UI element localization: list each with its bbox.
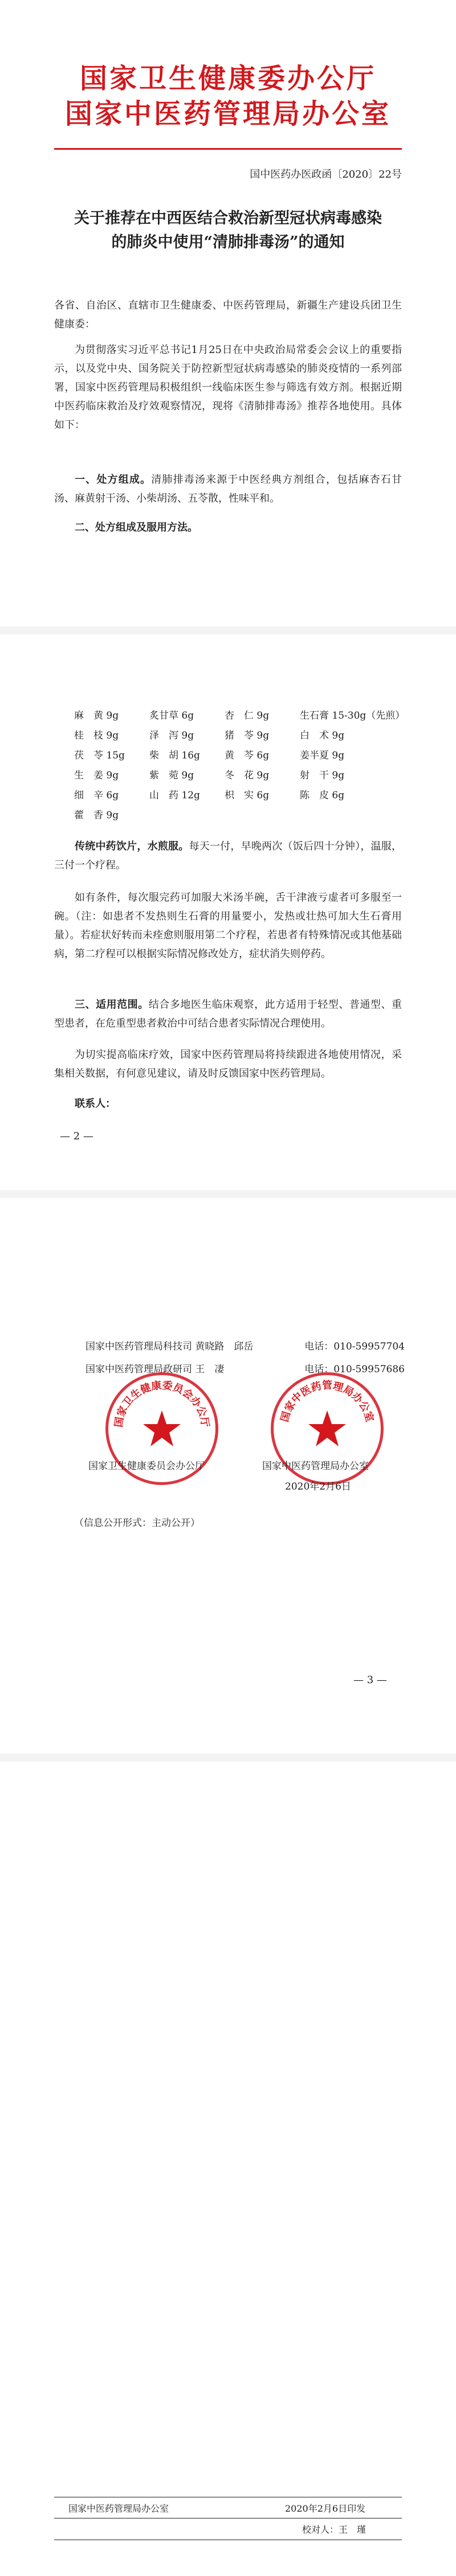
herb-item: 山 药 12g [149, 790, 200, 801]
contact-line [85, 1338, 405, 1352]
herb-item: 冬 花 9g [225, 770, 270, 781]
herb-item: 泽 泻 9g [149, 730, 194, 741]
issuer-line-1: 国家卫生健康委办公厅 [79, 63, 376, 95]
contact-label: 联系人： [75, 1098, 116, 1110]
usage-paragraph-2: 如有条件，每次服完药可加服大米汤半碗，舌干津液亏虚者可多服至一碗。（注：如患者不发热则生石膏的用量要小，发热或壮热可加大生石膏用量）。若症状好转而未痊愈则服用第二个疗程，若患者有特殊情况或其他基础病，第二疗程可以根据实际情况修改处方，症状消失则停药。 [54, 892, 402, 960]
herb-item: 炙甘草 6g [149, 710, 194, 721]
signing-date: 2020年2月6日 [285, 1481, 351, 1492]
herb-item: 藿 香 9g [74, 810, 119, 821]
closing-paragraph: 为切实提高临床疗效，国家中医药管理局将持续跟进各地使用情况，采集相关数据，有何意见建议，请及时反馈国家中医药管理局。 [54, 1049, 402, 1080]
section3-heading: 三、适用范围。 [75, 999, 149, 1011]
herb-item: 细 辛 6g [74, 790, 119, 801]
herb-item: 姜半夏 9g [300, 750, 345, 761]
herb-item: 紫 菀 9g [149, 770, 194, 781]
footer-issue-date: 2020年2月6日印发 [285, 2503, 366, 2514]
page-break [0, 1190, 456, 1198]
document-number: 国中医药办医政函〔2020〕22号 [250, 169, 402, 181]
page-break [0, 1754, 456, 1762]
document-title-line-1: 关于推荐在中西医结合救治新型冠状病毒感染 [74, 210, 382, 227]
herb-item: 杏 仁 9g [225, 710, 270, 721]
section3-text: 结合多地医生临床观察，此方适用于轻型、普通型、重型患者，在危重型患者救治中可结合患者实际情况合理使用。 [54, 999, 402, 1029]
signer-right: 国家中医药管理局办公室 [262, 1461, 369, 1472]
usage-text: 每天一付，早晚两次（饭后四十分钟），温服，三付一个疗程。 [54, 840, 402, 871]
red-divider [54, 148, 402, 150]
herb-row [74, 726, 425, 746]
usage-lead: 传统中药饮片，水煎服。 [75, 840, 189, 852]
section1-paragraph [54, 470, 402, 508]
svg-text:国家卫生健康委员会办公厅: 国家卫生健康委员会办公厅 [112, 1379, 211, 1428]
herb-table [74, 706, 425, 826]
section1-text: 清肺排毒汤来源于中医经典方剂组合，包括麻杏石甘汤、麻黄射干汤、小柴胡汤、五苓散，性味平和。 [54, 474, 402, 504]
contact-line [85, 1361, 405, 1375]
herb-item: 枳 实 6g [225, 790, 270, 801]
section2-heading: 二、处方组成及服用方法。 [75, 522, 198, 534]
footer-issuer: 国家中医药管理局办公室 [68, 2503, 169, 2514]
herb-row [74, 806, 425, 826]
issuer-line-2: 国家中医药管理局办公室 [64, 98, 391, 130]
page-break [0, 626, 456, 634]
svg-text:国家中医药管理局办公室: 国家中医药管理局办公室 [278, 1380, 376, 1424]
signer-left: 国家卫生健康委员会办公厅 [88, 1461, 205, 1472]
herb-item: 生 姜 9g [74, 770, 119, 781]
usage-paragraph [54, 837, 402, 875]
contact-phone: 电话：010-59957686 [304, 1364, 405, 1375]
contact-dept: 国家中医药管理局科技司 黄晓路 邱岳 [85, 1341, 254, 1352]
herb-item: 生石膏 15-30g（先煎） [300, 710, 405, 721]
section1-heading: 一、处方组成。 [75, 474, 152, 486]
intro-paragraph: 为贯彻落实习近平总书记1月25日在中央政治局常委会会议上的重要指示，以及党中央、国务院关于防控新型冠状病毒感染的肺炎疫情的一系列部署，国家中医药管理局积极组织一线临床医生参与筛选有效方剂。根据近期中医药临床救治及疗效观察情况，现将《清肺排毒汤》推荐各地使用。具体如下： [54, 344, 402, 431]
disclosure-note: （信息公开形式：主动公开） [74, 1517, 200, 1529]
salutation: 各省、自治区、直辖市卫生健康委、中医药管理局，新疆生产建设兵团卫生健康委： [54, 300, 402, 330]
footer-proofreader: 校对人：王 瑾 [302, 2524, 367, 2535]
herb-row [74, 746, 425, 766]
herb-item: 猪 苓 9g [225, 730, 270, 741]
contact-phone: 电话：010-59957704 [304, 1341, 405, 1352]
herb-item: 麻 黄 9g [74, 710, 119, 721]
page-number-2: — 2 — [60, 1130, 93, 1142]
herb-item: 白 术 9g [300, 730, 345, 741]
herb-row [74, 786, 425, 806]
herb-item: 茯 苓 15g [74, 750, 125, 761]
herb-item: 陈 皮 6g [300, 790, 345, 801]
contact-dept: 国家中医药管理局政研司 王 凄 [85, 1364, 225, 1375]
herb-item: 黄 芩 6g [225, 750, 270, 761]
herb-item: 桂 枝 9g [74, 730, 119, 741]
herb-row [74, 766, 425, 786]
page-number-3: — 3 — [353, 1674, 387, 1686]
herb-item: 射 干 9g [300, 770, 345, 781]
document-title-line-2: 的肺炎中使用“清肺排毒汤”的通知 [111, 233, 345, 251]
section3-paragraph [54, 995, 402, 1033]
herb-item: 柴 胡 16g [149, 750, 200, 761]
herb-row [74, 706, 425, 726]
